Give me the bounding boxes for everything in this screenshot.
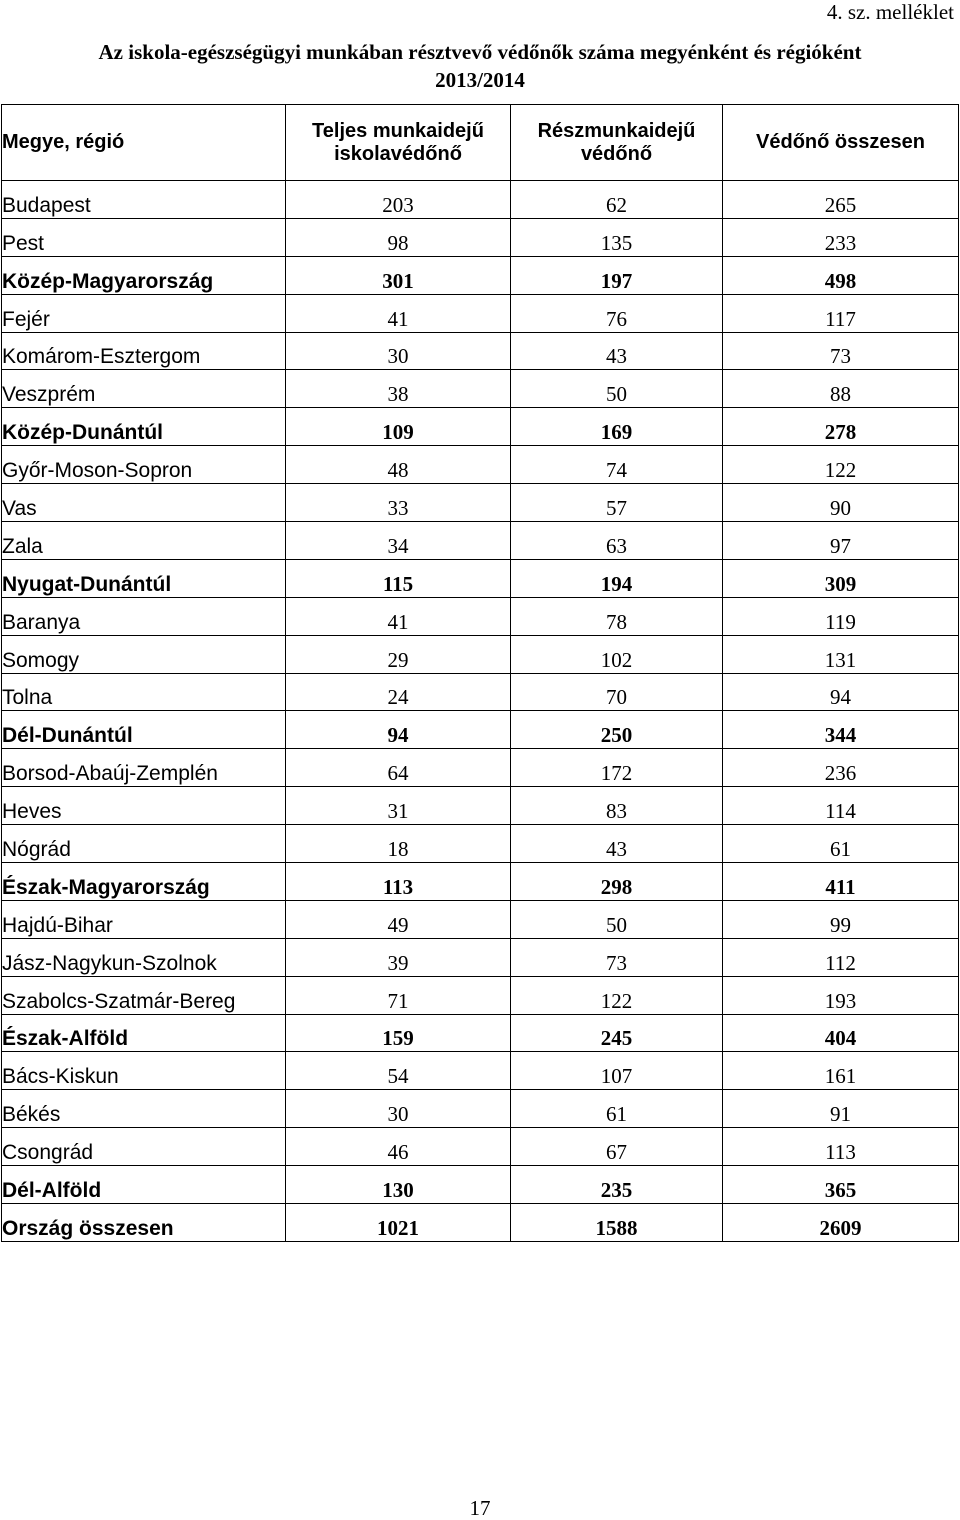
parttime-cell: 107 bbox=[511, 1052, 723, 1090]
parttime-cell: 67 bbox=[511, 1128, 723, 1166]
table-row bbox=[2, 787, 959, 825]
table-row bbox=[2, 256, 959, 294]
parttime-cell: 122 bbox=[511, 976, 723, 1014]
row-name-cell: Budapest bbox=[2, 181, 286, 219]
fulltime-cell: 98 bbox=[286, 218, 511, 256]
row-name-cell: Vas bbox=[2, 484, 286, 522]
fulltime-cell: 41 bbox=[286, 294, 511, 332]
row-name-cell: Heves bbox=[2, 787, 286, 825]
total-cell: 265 bbox=[723, 181, 959, 219]
row-name-cell: Csongrád bbox=[2, 1128, 286, 1166]
table-row bbox=[2, 522, 959, 560]
page-number: 17 bbox=[469, 1496, 491, 1520]
row-name-cell: Ország összesen bbox=[2, 1204, 286, 1242]
row-name-cell: Baranya bbox=[2, 597, 286, 635]
fulltime-cell: 39 bbox=[286, 938, 511, 976]
total-cell: 61 bbox=[723, 825, 959, 863]
fulltime-cell: 31 bbox=[286, 787, 511, 825]
table-row bbox=[2, 446, 959, 484]
parttime-cell: 197 bbox=[511, 256, 723, 294]
total-cell: 2609 bbox=[723, 1204, 959, 1242]
header-fulltime: Teljes munkaidejű iskolavédőnő bbox=[286, 105, 511, 181]
fulltime-cell: 301 bbox=[286, 256, 511, 294]
title-line-2: 2013/2014 bbox=[435, 68, 525, 92]
table-row bbox=[2, 938, 959, 976]
row-name-cell: Békés bbox=[2, 1090, 286, 1128]
parttime-cell: 63 bbox=[511, 522, 723, 560]
parttime-cell: 298 bbox=[511, 863, 723, 901]
total-cell: 193 bbox=[723, 976, 959, 1014]
parttime-cell: 76 bbox=[511, 294, 723, 332]
parttime-cell: 172 bbox=[511, 749, 723, 787]
row-name-cell: Pest bbox=[2, 218, 286, 256]
fulltime-cell: 24 bbox=[286, 673, 511, 711]
total-cell: 99 bbox=[723, 900, 959, 938]
total-cell: 236 bbox=[723, 749, 959, 787]
fulltime-cell: 38 bbox=[286, 370, 511, 408]
row-name-cell: Hajdú-Bihar bbox=[2, 900, 286, 938]
parttime-cell: 235 bbox=[511, 1166, 723, 1204]
table-row bbox=[2, 1128, 959, 1166]
row-name-cell: Jász-Nagykun-Szolnok bbox=[2, 938, 286, 976]
row-name-cell: Bács-Kiskun bbox=[2, 1052, 286, 1090]
total-cell: 113 bbox=[723, 1128, 959, 1166]
fulltime-cell: 30 bbox=[286, 1090, 511, 1128]
parttime-cell: 74 bbox=[511, 446, 723, 484]
table-row bbox=[2, 673, 959, 711]
table-row bbox=[2, 597, 959, 635]
row-name-cell: Somogy bbox=[2, 635, 286, 673]
row-name-cell: Közép-Dunántúl bbox=[2, 408, 286, 446]
fulltime-cell: 115 bbox=[286, 559, 511, 597]
row-name-cell: Észak-Magyarország bbox=[2, 863, 286, 901]
table-row bbox=[2, 1166, 959, 1204]
fulltime-cell: 203 bbox=[286, 181, 511, 219]
row-name-cell: Nógrád bbox=[2, 825, 286, 863]
parttime-cell: 1588 bbox=[511, 1204, 723, 1242]
row-name-cell: Dél-Alföld bbox=[2, 1166, 286, 1204]
row-name-cell: Borsod-Abaúj-Zemplén bbox=[2, 749, 286, 787]
fulltime-cell: 94 bbox=[286, 711, 511, 749]
table-row bbox=[2, 749, 959, 787]
total-cell: 233 bbox=[723, 218, 959, 256]
table-row bbox=[2, 825, 959, 863]
total-cell: 90 bbox=[723, 484, 959, 522]
table-row bbox=[2, 976, 959, 1014]
table-row bbox=[2, 711, 959, 749]
total-cell: 365 bbox=[723, 1166, 959, 1204]
row-name-cell: Nyugat-Dunántúl bbox=[2, 559, 286, 597]
fulltime-cell: 71 bbox=[286, 976, 511, 1014]
fulltime-cell: 30 bbox=[286, 332, 511, 370]
total-cell: 97 bbox=[723, 522, 959, 560]
total-cell: 411 bbox=[723, 863, 959, 901]
fulltime-cell: 41 bbox=[286, 597, 511, 635]
annex-label: 4. sz. melléklet bbox=[826, 0, 954, 24]
title-line-1: Az iskola-egészségügyi munkában résztvevő védőnők száma megyénként és régióként bbox=[98, 40, 862, 64]
fulltime-cell: 18 bbox=[286, 825, 511, 863]
table-row bbox=[2, 1204, 959, 1242]
table-row bbox=[2, 900, 959, 938]
table-row bbox=[2, 181, 959, 219]
nurses-table bbox=[1, 104, 959, 1242]
total-cell: 122 bbox=[723, 446, 959, 484]
fulltime-cell: 159 bbox=[286, 1014, 511, 1052]
total-cell: 404 bbox=[723, 1014, 959, 1052]
total-cell: 114 bbox=[723, 787, 959, 825]
table-header-row bbox=[2, 105, 959, 181]
total-cell: 131 bbox=[723, 635, 959, 673]
total-cell: 309 bbox=[723, 559, 959, 597]
fulltime-cell: 109 bbox=[286, 408, 511, 446]
fulltime-cell: 46 bbox=[286, 1128, 511, 1166]
total-cell: 73 bbox=[723, 332, 959, 370]
table-row bbox=[2, 635, 959, 673]
document-title bbox=[0, 38, 960, 94]
row-name-cell: Győr-Moson-Sopron bbox=[2, 446, 286, 484]
parttime-cell: 50 bbox=[511, 900, 723, 938]
total-cell: 161 bbox=[723, 1052, 959, 1090]
row-name-cell: Komárom-Esztergom bbox=[2, 332, 286, 370]
fulltime-cell: 1021 bbox=[286, 1204, 511, 1242]
total-cell: 117 bbox=[723, 294, 959, 332]
row-name-cell: Közép-Magyarország bbox=[2, 256, 286, 294]
parttime-cell: 73 bbox=[511, 938, 723, 976]
parttime-cell: 61 bbox=[511, 1090, 723, 1128]
row-name-cell: Dél-Dunántúl bbox=[2, 711, 286, 749]
parttime-cell: 43 bbox=[511, 332, 723, 370]
table-row bbox=[2, 559, 959, 597]
table-body bbox=[2, 181, 959, 1242]
table-row bbox=[2, 1090, 959, 1128]
total-cell: 88 bbox=[723, 370, 959, 408]
parttime-cell: 135 bbox=[511, 218, 723, 256]
fulltime-cell: 54 bbox=[286, 1052, 511, 1090]
total-cell: 94 bbox=[723, 673, 959, 711]
fulltime-cell: 34 bbox=[286, 522, 511, 560]
header-region: Megye, régió bbox=[2, 105, 286, 181]
table-row bbox=[2, 1014, 959, 1052]
parttime-cell: 245 bbox=[511, 1014, 723, 1052]
row-name-cell: Tolna bbox=[2, 673, 286, 711]
row-name-cell: Fejér bbox=[2, 294, 286, 332]
table-row bbox=[2, 370, 959, 408]
row-name-cell: Észak-Alföld bbox=[2, 1014, 286, 1052]
parttime-cell: 70 bbox=[511, 673, 723, 711]
header-parttime: Részmunkaidejű védőnő bbox=[511, 105, 723, 181]
total-cell: 344 bbox=[723, 711, 959, 749]
parttime-cell: 102 bbox=[511, 635, 723, 673]
header-total: Védőnő összesen bbox=[723, 105, 959, 181]
fulltime-cell: 64 bbox=[286, 749, 511, 787]
parttime-cell: 83 bbox=[511, 787, 723, 825]
total-cell: 91 bbox=[723, 1090, 959, 1128]
parttime-cell: 62 bbox=[511, 181, 723, 219]
table-row bbox=[2, 408, 959, 446]
fulltime-cell: 130 bbox=[286, 1166, 511, 1204]
table-row bbox=[2, 332, 959, 370]
parttime-cell: 78 bbox=[511, 597, 723, 635]
table-row bbox=[2, 218, 959, 256]
fulltime-cell: 113 bbox=[286, 863, 511, 901]
total-cell: 278 bbox=[723, 408, 959, 446]
total-cell: 112 bbox=[723, 938, 959, 976]
table-row bbox=[2, 863, 959, 901]
table-row bbox=[2, 294, 959, 332]
table-row bbox=[2, 484, 959, 522]
parttime-cell: 57 bbox=[511, 484, 723, 522]
row-name-cell: Zala bbox=[2, 522, 286, 560]
parttime-cell: 169 bbox=[511, 408, 723, 446]
fulltime-cell: 33 bbox=[286, 484, 511, 522]
table-row bbox=[2, 1052, 959, 1090]
fulltime-cell: 48 bbox=[286, 446, 511, 484]
parttime-cell: 250 bbox=[511, 711, 723, 749]
row-name-cell: Veszprém bbox=[2, 370, 286, 408]
total-cell: 498 bbox=[723, 256, 959, 294]
fulltime-cell: 29 bbox=[286, 635, 511, 673]
total-cell: 119 bbox=[723, 597, 959, 635]
parttime-cell: 43 bbox=[511, 825, 723, 863]
parttime-cell: 194 bbox=[511, 559, 723, 597]
row-name-cell: Szabolcs-Szatmár-Bereg bbox=[2, 976, 286, 1014]
parttime-cell: 50 bbox=[511, 370, 723, 408]
fulltime-cell: 49 bbox=[286, 900, 511, 938]
